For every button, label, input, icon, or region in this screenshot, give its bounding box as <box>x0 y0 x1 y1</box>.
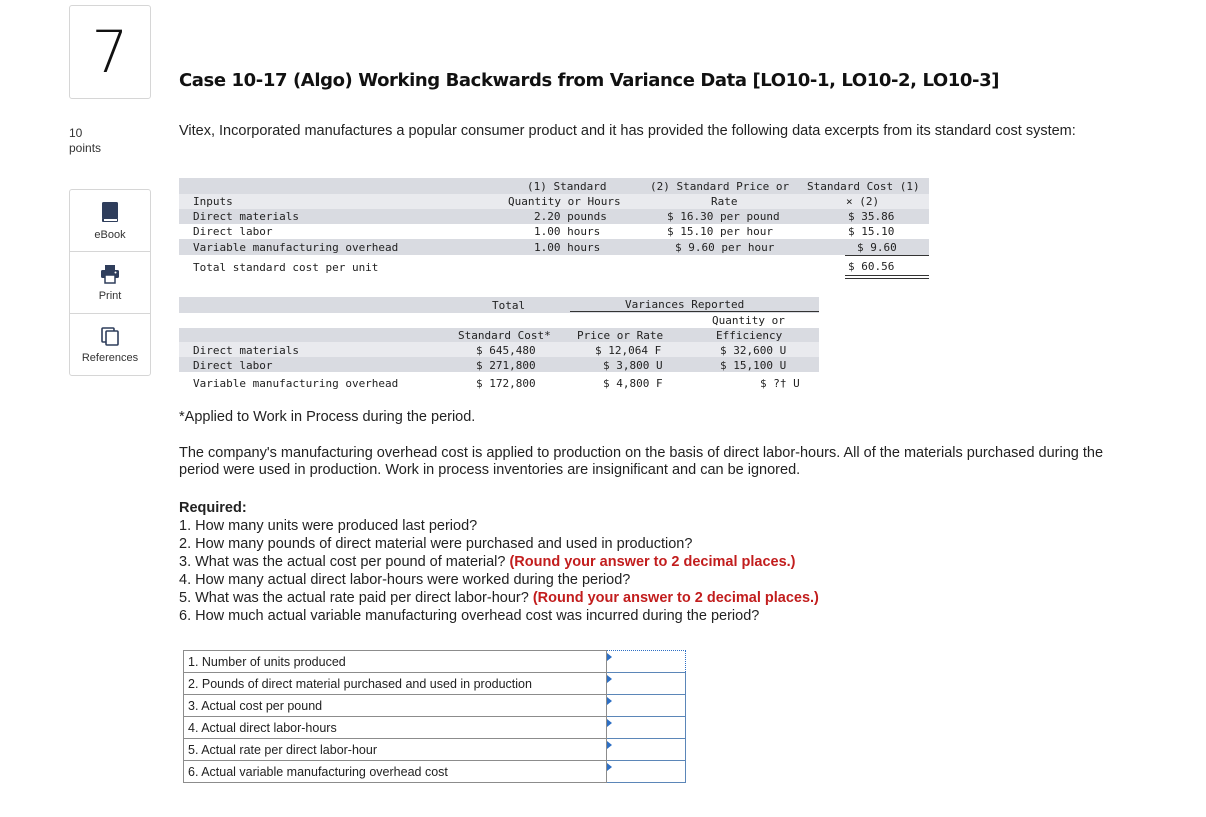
t2-row-price: $ 4,800 F <box>603 377 663 390</box>
inputs-header: Inputs <box>193 195 233 208</box>
footnote: *Applied to Work in Process during the period. <box>179 409 476 425</box>
answer-input-5[interactable] <box>607 739 685 760</box>
references-button[interactable] <box>70 314 150 375</box>
col2-header-b: Rate <box>711 195 738 208</box>
references-label: References <box>81 351 139 364</box>
answer-label: 5. Actual rate per direct labor-hour <box>184 739 607 761</box>
answer-row <box>184 739 686 761</box>
page-title: Case 10-17 (Algo) Working Backwards from Variance Data [LO10-1, LO10-2, LO10-3] <box>179 70 1000 91</box>
t1-row-rate: $ 15.10 per hour <box>667 225 773 238</box>
answer-input-4[interactable] <box>607 717 685 738</box>
answer-cell <box>607 673 686 695</box>
required-q3-text: 3. What was the actual cost per pound of material? <box>179 554 506 570</box>
print-icon <box>100 264 120 284</box>
required-q6: 6. How much actual variable manufacturing overhead cost was incurred during the period? <box>179 608 760 624</box>
t1-row-cost: $ 15.10 <box>848 225 895 238</box>
answer-input-2[interactable] <box>607 673 685 694</box>
answer-cell <box>607 717 686 739</box>
print-button[interactable] <box>70 252 150 314</box>
answer-input-1[interactable] <box>607 651 685 672</box>
t2-row-label: Direct materials <box>193 344 299 357</box>
answer-label: 2. Pounds of direct material purchased and used in production <box>184 673 607 695</box>
t2-price-header: Price or Rate <box>577 329 664 342</box>
t1-row-rate: $ 16.30 per pound <box>667 210 780 223</box>
answer-cell <box>607 739 686 761</box>
answer-row <box>184 717 686 739</box>
t1-row-qty: 1.00 hours <box>534 241 601 254</box>
col3-header-b: × (2) <box>846 195 880 208</box>
ebook-label: eBook <box>94 228 126 241</box>
required-q3-note: (Round your answer to 2 decimal places.) <box>509 554 796 570</box>
answer-label: 3. Actual cost per pound <box>184 695 607 717</box>
overhead-note: The company's manufacturing overhead cost is applied to production on the basis of direct labor-hours. All of the materials purchased during the period were used in production. Work in process inventories are insignificant and can be ignored. <box>179 445 1104 478</box>
answer-cell <box>607 761 686 783</box>
answer-cell <box>607 695 686 717</box>
t1-row-label: Variable manufacturing overhead <box>193 241 399 254</box>
answer-row <box>184 695 686 717</box>
intro-text: Vitex, Incorporated manufactures a popular consumer product and it has provided the following data excerpts from its standard cost system: <box>179 123 1076 139</box>
points-info <box>69 126 101 156</box>
t2-variances-header: Variances Reported <box>625 298 745 311</box>
required-q3 <box>179 553 1139 571</box>
required-q5-note: (Round your answer to 2 decimal places.) <box>532 590 819 606</box>
t1-row-qty: 2.20 pounds <box>534 210 607 223</box>
required-q5-text: 5. What was the actual rate paid per direct labor-hour? <box>179 590 529 606</box>
print-label: Print <box>98 289 122 302</box>
t1-row-label: Direct labor <box>193 225 273 238</box>
t2-row-qty: $ 32,600 U <box>720 344 787 357</box>
answer-input-3[interactable] <box>607 695 685 716</box>
t1-row-cost: $ 35.86 <box>848 210 895 223</box>
required-header: Required: <box>179 500 247 516</box>
col3-header-a: Standard Cost (1) <box>807 180 920 193</box>
t1-row-cost: $ 9.60 <box>857 241 897 254</box>
points-value: 10 <box>69 126 83 140</box>
t2-qty-header-b: Efficiency <box>716 329 783 342</box>
required-q1: 1. How many units were produced last period? <box>179 518 478 534</box>
side-tools <box>69 189 151 376</box>
t2-row-price: $ 3,800 U <box>603 359 663 372</box>
t2-row-std: $ 645,480 <box>476 344 536 357</box>
answer-label: 4. Actual direct labor-hours <box>184 717 607 739</box>
required-q2: 2. How many pounds of direct material were purchased and used in production? <box>179 536 693 552</box>
col1-header-b: Quantity or Hours <box>508 195 621 208</box>
required-q5 <box>179 589 1139 607</box>
answer-row <box>184 761 686 783</box>
t2-row-label: Variable manufacturing overhead <box>193 377 399 390</box>
t2-row-price: $ 12,064 F <box>595 344 662 357</box>
answer-label: 6. Actual variable manufacturing overhead cost <box>184 761 607 783</box>
t2-row-qty: $ 15,100 U <box>720 359 787 372</box>
points-label: points <box>69 141 102 155</box>
references-icon <box>100 326 120 346</box>
t1-total-label: Total standard cost per unit <box>193 261 379 274</box>
t1-total-value: $ 60.56 <box>848 260 895 273</box>
t2-row-label: Direct labor <box>193 359 273 372</box>
col1-header-a: (1) Standard <box>527 180 607 193</box>
ebook-icon <box>100 201 120 223</box>
t2-row-qty: $ ?† U <box>760 377 800 390</box>
t2-row-std: $ 271,800 <box>476 359 536 372</box>
t1-row-rate: $ 9.60 per hour <box>675 241 775 254</box>
answer-row <box>184 651 686 673</box>
required-q4: 4. How many actual direct labor-hours were worked during the period? <box>179 572 631 588</box>
question-number: 7 <box>69 5 151 99</box>
answer-cell <box>607 651 686 673</box>
t1-row-qty: 1.00 hours <box>534 225 601 238</box>
col2-header-a: (2) Standard Price or <box>650 180 790 193</box>
answer-row <box>184 673 686 695</box>
t1-row-label: Direct materials <box>193 210 299 223</box>
ebook-button[interactable] <box>70 190 150 252</box>
t2-row-std: $ 172,800 <box>476 377 536 390</box>
required-section <box>179 499 1139 625</box>
answer-table <box>183 650 686 783</box>
t2-stdcost-header: Standard Cost* <box>458 329 551 342</box>
answer-input-6[interactable] <box>607 761 685 782</box>
answer-label: 1. Number of units produced <box>184 651 607 673</box>
t2-total-header: Total <box>492 299 526 312</box>
t2-qty-header-a: Quantity or <box>712 314 785 327</box>
